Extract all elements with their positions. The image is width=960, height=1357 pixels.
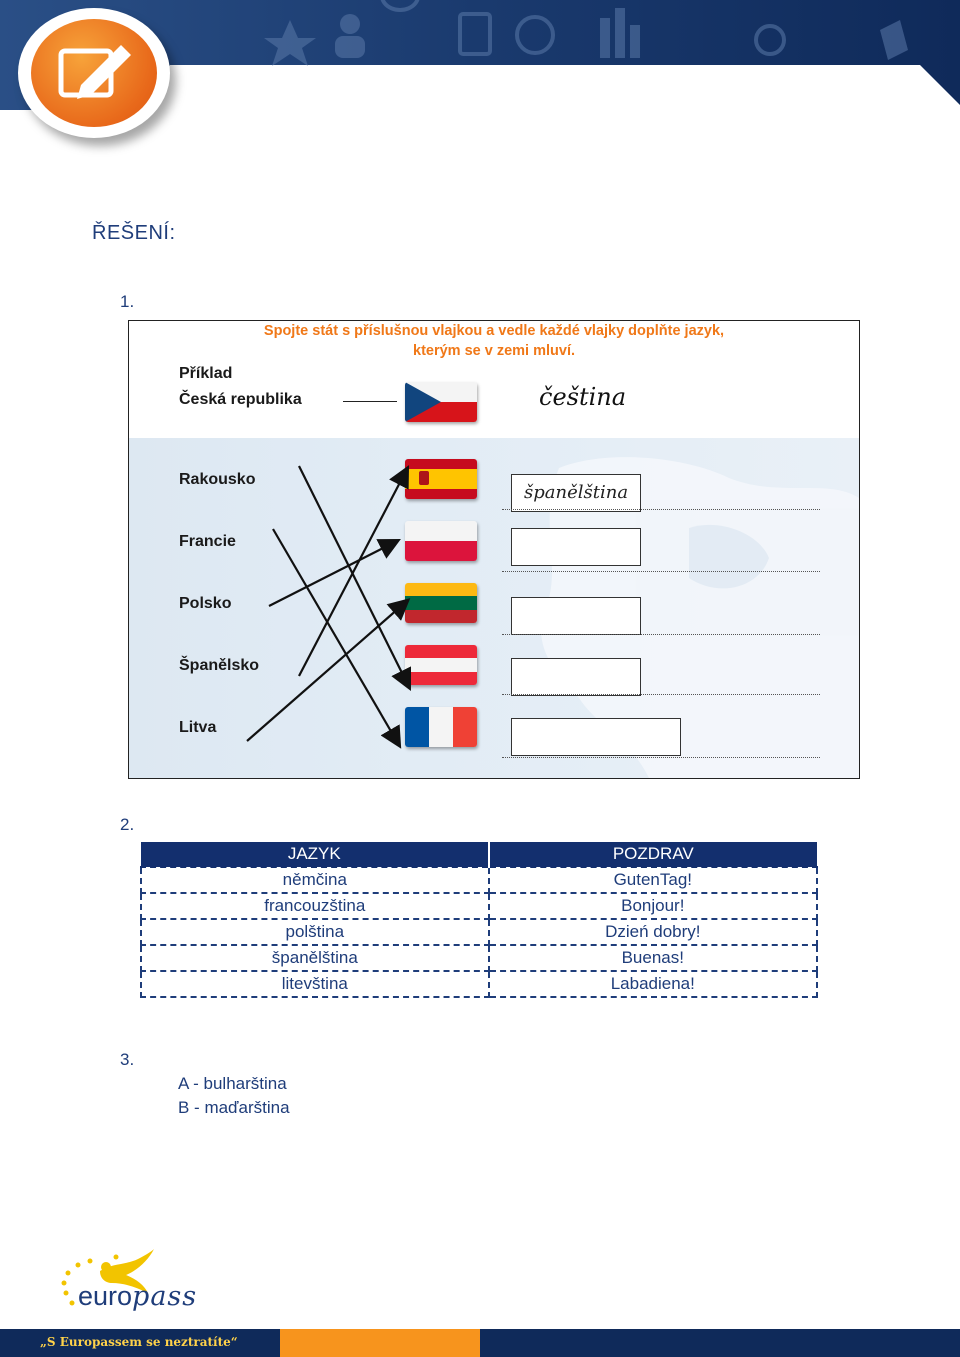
language-cell: francouzština — [141, 893, 489, 919]
country-label: Polsko — [179, 595, 232, 612]
instruction-line-2: kterým se v zemi mluví. — [413, 343, 575, 359]
instruction-line-1: Spojte stát s příslušnou vlajkou a vedle každé vlajky doplňte jazyk, — [263, 323, 725, 339]
language-greeting-table — [140, 842, 818, 998]
greeting-cell: Dzień dobry! — [489, 919, 817, 945]
table-row — [141, 893, 817, 919]
country-label: Francie — [179, 533, 236, 550]
language-cell: polština — [141, 919, 489, 945]
dotted-line — [502, 571, 820, 572]
dotted-line — [502, 694, 820, 695]
dotted-line — [502, 634, 820, 635]
exercise-3-answer: B - maďarština — [178, 1098, 290, 1117]
edit-pencil-icon — [31, 19, 157, 127]
europass-logo-prefix: euro — [78, 1281, 133, 1311]
table-row — [141, 919, 817, 945]
exercise-1-number: 1. — [120, 292, 135, 311]
arrow-francie-france — [273, 529, 399, 745]
column-header-greeting: POZDRAV — [489, 842, 817, 867]
answer-box[interactable] — [511, 658, 641, 696]
language-cell: španělština — [141, 945, 489, 971]
arrow-polsko-poland — [269, 541, 397, 606]
dotted-line — [502, 757, 820, 758]
greeting-cell: Labadiena! — [489, 971, 817, 997]
footer-bar — [480, 1329, 960, 1357]
table-row — [141, 945, 817, 971]
example-label: Příklad — [179, 365, 233, 382]
europass-logo-suffix: pass — [132, 1281, 198, 1312]
country-label: Rakousko — [179, 471, 256, 488]
column-header-language: JAZYK — [141, 842, 489, 867]
europass-logo — [78, 1281, 197, 1312]
example-country: Česká republika — [179, 391, 302, 408]
dotted-line — [502, 509, 820, 510]
answer-box[interactable] — [511, 528, 641, 566]
table-row — [141, 971, 817, 997]
exercise-1-panel — [128, 320, 860, 779]
country-label: Španělsko — [179, 657, 260, 674]
language-cell: němčina — [141, 867, 489, 893]
greeting-cell: GutenTag! — [489, 867, 817, 893]
answer-box[interactable] — [511, 718, 681, 756]
solution-title: ŘEŠENÍ: — [92, 222, 176, 244]
exercise-2-number: 2. — [120, 815, 135, 834]
matching-arrows — [129, 321, 859, 778]
footer-motto: „S Europassem se neztratíte“ — [40, 1335, 238, 1349]
answer-box[interactable]: španělština — [511, 474, 641, 512]
answer-box[interactable] — [511, 597, 641, 635]
exercise-3-answer: A - bulharština — [178, 1074, 287, 1093]
greeting-cell: Buenas! — [489, 945, 817, 971]
language-cell: litevština — [141, 971, 489, 997]
example-language: čeština — [539, 383, 627, 411]
footer-bar-accent — [280, 1329, 480, 1357]
table-row — [141, 867, 817, 893]
country-label: Litva — [179, 719, 217, 736]
exercise-3-number: 3. — [120, 1050, 135, 1069]
greeting-cell: Bonjour! — [489, 893, 817, 919]
